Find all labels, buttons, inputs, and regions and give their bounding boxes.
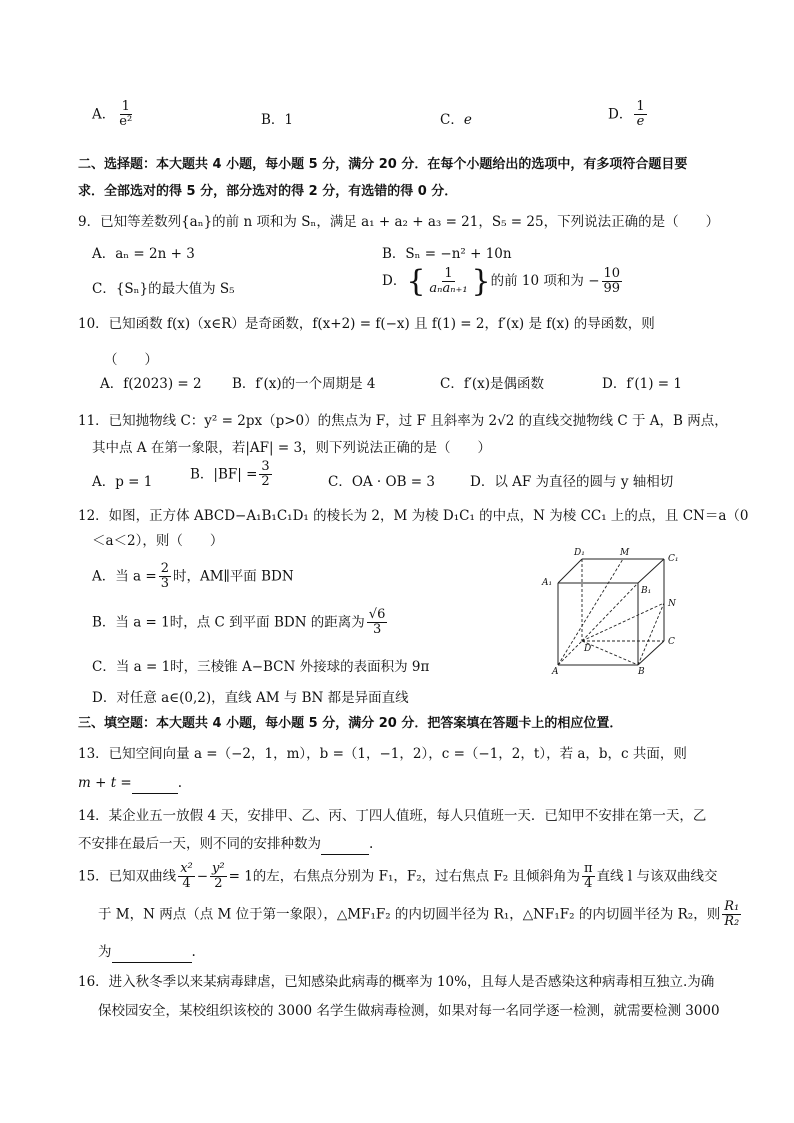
edge-bc xyxy=(638,641,664,665)
q10-option-a: A．f(2023) = 2 xyxy=(100,376,202,392)
q16-line-1: 16．进入秋冬季以来某病毒肆虐，已知感染此病毒的概率为 10%，且每人是否感染这种病毒相互独立.为确 xyxy=(78,974,715,990)
q13-line-1: 13．已知空间向量 a =（−2，1，m），b =（1，−1，2），c =（−1，2，t），若 a，b，c 共面，则 xyxy=(78,746,687,762)
q9-option-a: A．aₙ = 2n + 3 xyxy=(92,246,195,262)
q13-answer-blank[interactable] xyxy=(132,773,178,794)
q12-option-c: C．当 a = 1时，三棱锥 A−BCN 外接球的表面积为 9π xyxy=(92,659,430,675)
q11-option-b-label: B．|BF| = xyxy=(190,466,258,483)
q15-angle-denominator: 4 xyxy=(584,876,593,892)
q15-line-2 xyxy=(98,899,740,930)
q8-option-d-label: D． xyxy=(608,106,633,123)
q8-option-a xyxy=(92,100,136,130)
q11-option-b-denominator: 2 xyxy=(261,474,270,490)
q12-option-b-label: B．当 a = 1时，点 C 到平面 BDN 的距离为 xyxy=(92,614,365,631)
q10-stem: 10．已知函数 f(x)（x∈R）是奇函数，f(x+2) = f(−x) 且 f(1) = 2，f′(x) 是 f(x) 的导函数，则 xyxy=(78,316,655,332)
q15-y-term-numerator: y² xyxy=(212,861,225,876)
section-2-heading-line-1: 二、选择题：本大题共 4 小题，每小题 5 分，满分 20 分．在每个小题给出的选项中，有多项符合题目要 xyxy=(78,157,688,172)
q14-line-2: 不安排在最后一天，则不同的安排种数为 . xyxy=(78,834,734,855)
q13-line-2-text: m + t = xyxy=(78,775,132,791)
right-brace-icon: } xyxy=(471,264,491,299)
q8-option-d-numerator: 1 xyxy=(636,99,645,114)
q8-option-a-label: A． xyxy=(92,106,116,123)
q10-option-c: C．f′(x)是偶函数 xyxy=(440,376,545,392)
q15-ratio-numerator: R₁ xyxy=(724,899,740,914)
q11-option-a: A．p = 1 xyxy=(92,474,153,490)
q15-prefix: 15．已知双曲线 xyxy=(78,868,177,885)
q9-option-c: C．{Sₙ}的最大值为 S₅ xyxy=(92,281,235,297)
q8-option-a-denominator: e² xyxy=(119,114,133,130)
label-m: M xyxy=(620,548,630,558)
q12-option-a-text: 时，AM∥平面 BDN xyxy=(172,568,294,585)
q12-option-b-numerator: √6 xyxy=(368,607,386,622)
label-a: A xyxy=(552,667,559,675)
q8-option-c-value: e xyxy=(463,112,472,128)
q14-answer-blank[interactable] xyxy=(321,834,369,855)
q12-stem-line-2: ＜a＜2），则（ ） xyxy=(92,533,224,549)
label-d1: D₁ xyxy=(574,548,585,558)
q15-middle-text: = 1的左，右焦点分别为 F₁，F₂，过右焦点 F₂ 且倾斜角为 xyxy=(228,868,581,885)
edge-b1c1 xyxy=(638,559,664,583)
q15-line-2-text: 于 M，N 两点（点 M 位于第一象限），△MF₁F₂ 的内切圆半径为 R₁，△NF₁F₂ 的内切圆半径为 R₂，则 xyxy=(98,906,721,923)
q10-option-d: D．f′(1) = 1 xyxy=(602,376,682,392)
cube-figure xyxy=(540,545,690,675)
q12-option-a-numerator: 2 xyxy=(160,561,169,576)
q11-option-c: C．OA · OB = 3 xyxy=(328,474,435,490)
q15-line-1 xyxy=(78,862,734,892)
q11-option-b-numerator: 3 xyxy=(261,459,270,474)
q14-line-1: 14．某企业五一放假 4 天，安排甲、乙、丙、丁四人值班，每人只值班一天．已知甲不安排在第一天，乙 xyxy=(78,808,707,824)
q8-option-b: B．1 xyxy=(261,112,294,128)
label-b1: B₁ xyxy=(641,586,652,596)
q11-stem-line-1: 11．已知抛物线 C：y² = 2px（p>0）的焦点为 F，过 F 且斜率为 2√2 的直线交抛物线 C 于 A，B 两点， xyxy=(78,413,728,429)
q15-answer-blank[interactable] xyxy=(112,942,192,963)
q9-option-b: B．Sₙ = −n² + 10n xyxy=(382,246,512,262)
q15-x-term-numerator: x² xyxy=(180,861,193,876)
section-3-heading: 三、填空题：本大题共 4 小题，每小题 5 分，满分 20 分．把答案填在答题卡上的相应位置． xyxy=(78,716,623,731)
q8-option-a-numerator: 1 xyxy=(121,99,130,114)
segment-bn xyxy=(638,603,664,665)
label-c1: C₁ xyxy=(668,554,679,564)
label-b: B xyxy=(638,667,645,675)
q11-stem-line-2: 其中点 A 在第一象限，若|AF| = 3，则下列说法正确的是（ ） xyxy=(92,440,492,456)
q13-line-2: m + t = . xyxy=(78,773,734,794)
q8-option-d-denominator: e xyxy=(636,114,645,130)
q15-line-3-text: 为 xyxy=(98,944,112,960)
q8-option-d xyxy=(608,100,649,130)
q11-option-b xyxy=(190,460,274,490)
q15-y-term-denominator: 2 xyxy=(214,876,223,892)
section-2-heading-line-2: 求．全部选对的得 5 分，部分选对的得 2 分，有选错的得 0 分． xyxy=(78,184,458,199)
label-d: D xyxy=(584,644,592,654)
q9-option-d-numerator: 1 xyxy=(444,265,453,281)
q9-option-d-denominator: aₙaₙ₊₁ xyxy=(429,281,468,296)
q9-option-d-answer-denominator: 99 xyxy=(603,281,621,296)
segment-dn xyxy=(582,603,664,641)
left-brace-icon: { xyxy=(406,264,426,299)
q15-angle-numerator: π xyxy=(584,861,593,876)
q12-option-b xyxy=(92,608,389,638)
label-a1: A₁ xyxy=(542,578,553,588)
q9-stem: 9．已知等差数列{aₙ}的前 n 项和为 Sₙ，满足 a₁ + a₂ + a₃ = 21，S₅ = 25，下列说法正确的是（ ） xyxy=(78,214,720,230)
q12-option-d: D．对任意 a∈(0,2)，直线 AM 与 BN 都是异面直线 xyxy=(92,690,409,706)
q9-option-d-text: 的前 10 项和为 − xyxy=(490,273,600,289)
q12-option-b-denominator: 3 xyxy=(372,622,382,638)
label-c: C xyxy=(668,637,675,647)
q10-option-b: B．f′(x)的一个周期是 4 xyxy=(232,376,376,392)
q12-option-a-denominator: 3 xyxy=(160,576,169,592)
q14-line-2-text: 不安排在最后一天，则不同的安排种数为 xyxy=(78,836,321,852)
q11-option-d: D．以 AF 为直径的圆与 y 轴相切 xyxy=(470,474,674,490)
q9-option-d xyxy=(382,264,624,299)
q9-option-d-label: D． xyxy=(382,273,407,289)
q16-line-2: 保校园安全，某校组织该校的 3000 名学生做病毒检测，如果对每一名同学逐一检测，就需要检测 3000 xyxy=(98,1003,720,1019)
q12-stem-line-1: 12．如图，正方体 ABCD−A₁B₁C₁D₁ 的棱长为 2，M 为棱 D₁C₁ 的中点，N 为棱 CC₁ 上的点，且 CN＝a（0 xyxy=(78,508,749,524)
q8-option-c-label: C． xyxy=(440,112,464,128)
q10-answer-paren: （ ） xyxy=(104,352,158,368)
q15-line-3: 为 . xyxy=(98,942,734,963)
q15-minus: − xyxy=(196,868,209,885)
q9-option-d-answer-numerator: 10 xyxy=(603,265,621,281)
q12-option-a-label: A．当 a = xyxy=(92,568,157,585)
q15-end-text: 直线 l 与该双曲线交 xyxy=(596,868,718,885)
edge-ad-hidden xyxy=(558,641,582,665)
q15-x-term-denominator: 4 xyxy=(182,876,191,892)
edge-a1d1 xyxy=(558,559,582,583)
q15-ratio-denominator: R₂ xyxy=(724,914,740,930)
q8-option-c xyxy=(440,108,472,128)
q12-option-a xyxy=(92,562,294,592)
label-n: N xyxy=(668,599,676,609)
